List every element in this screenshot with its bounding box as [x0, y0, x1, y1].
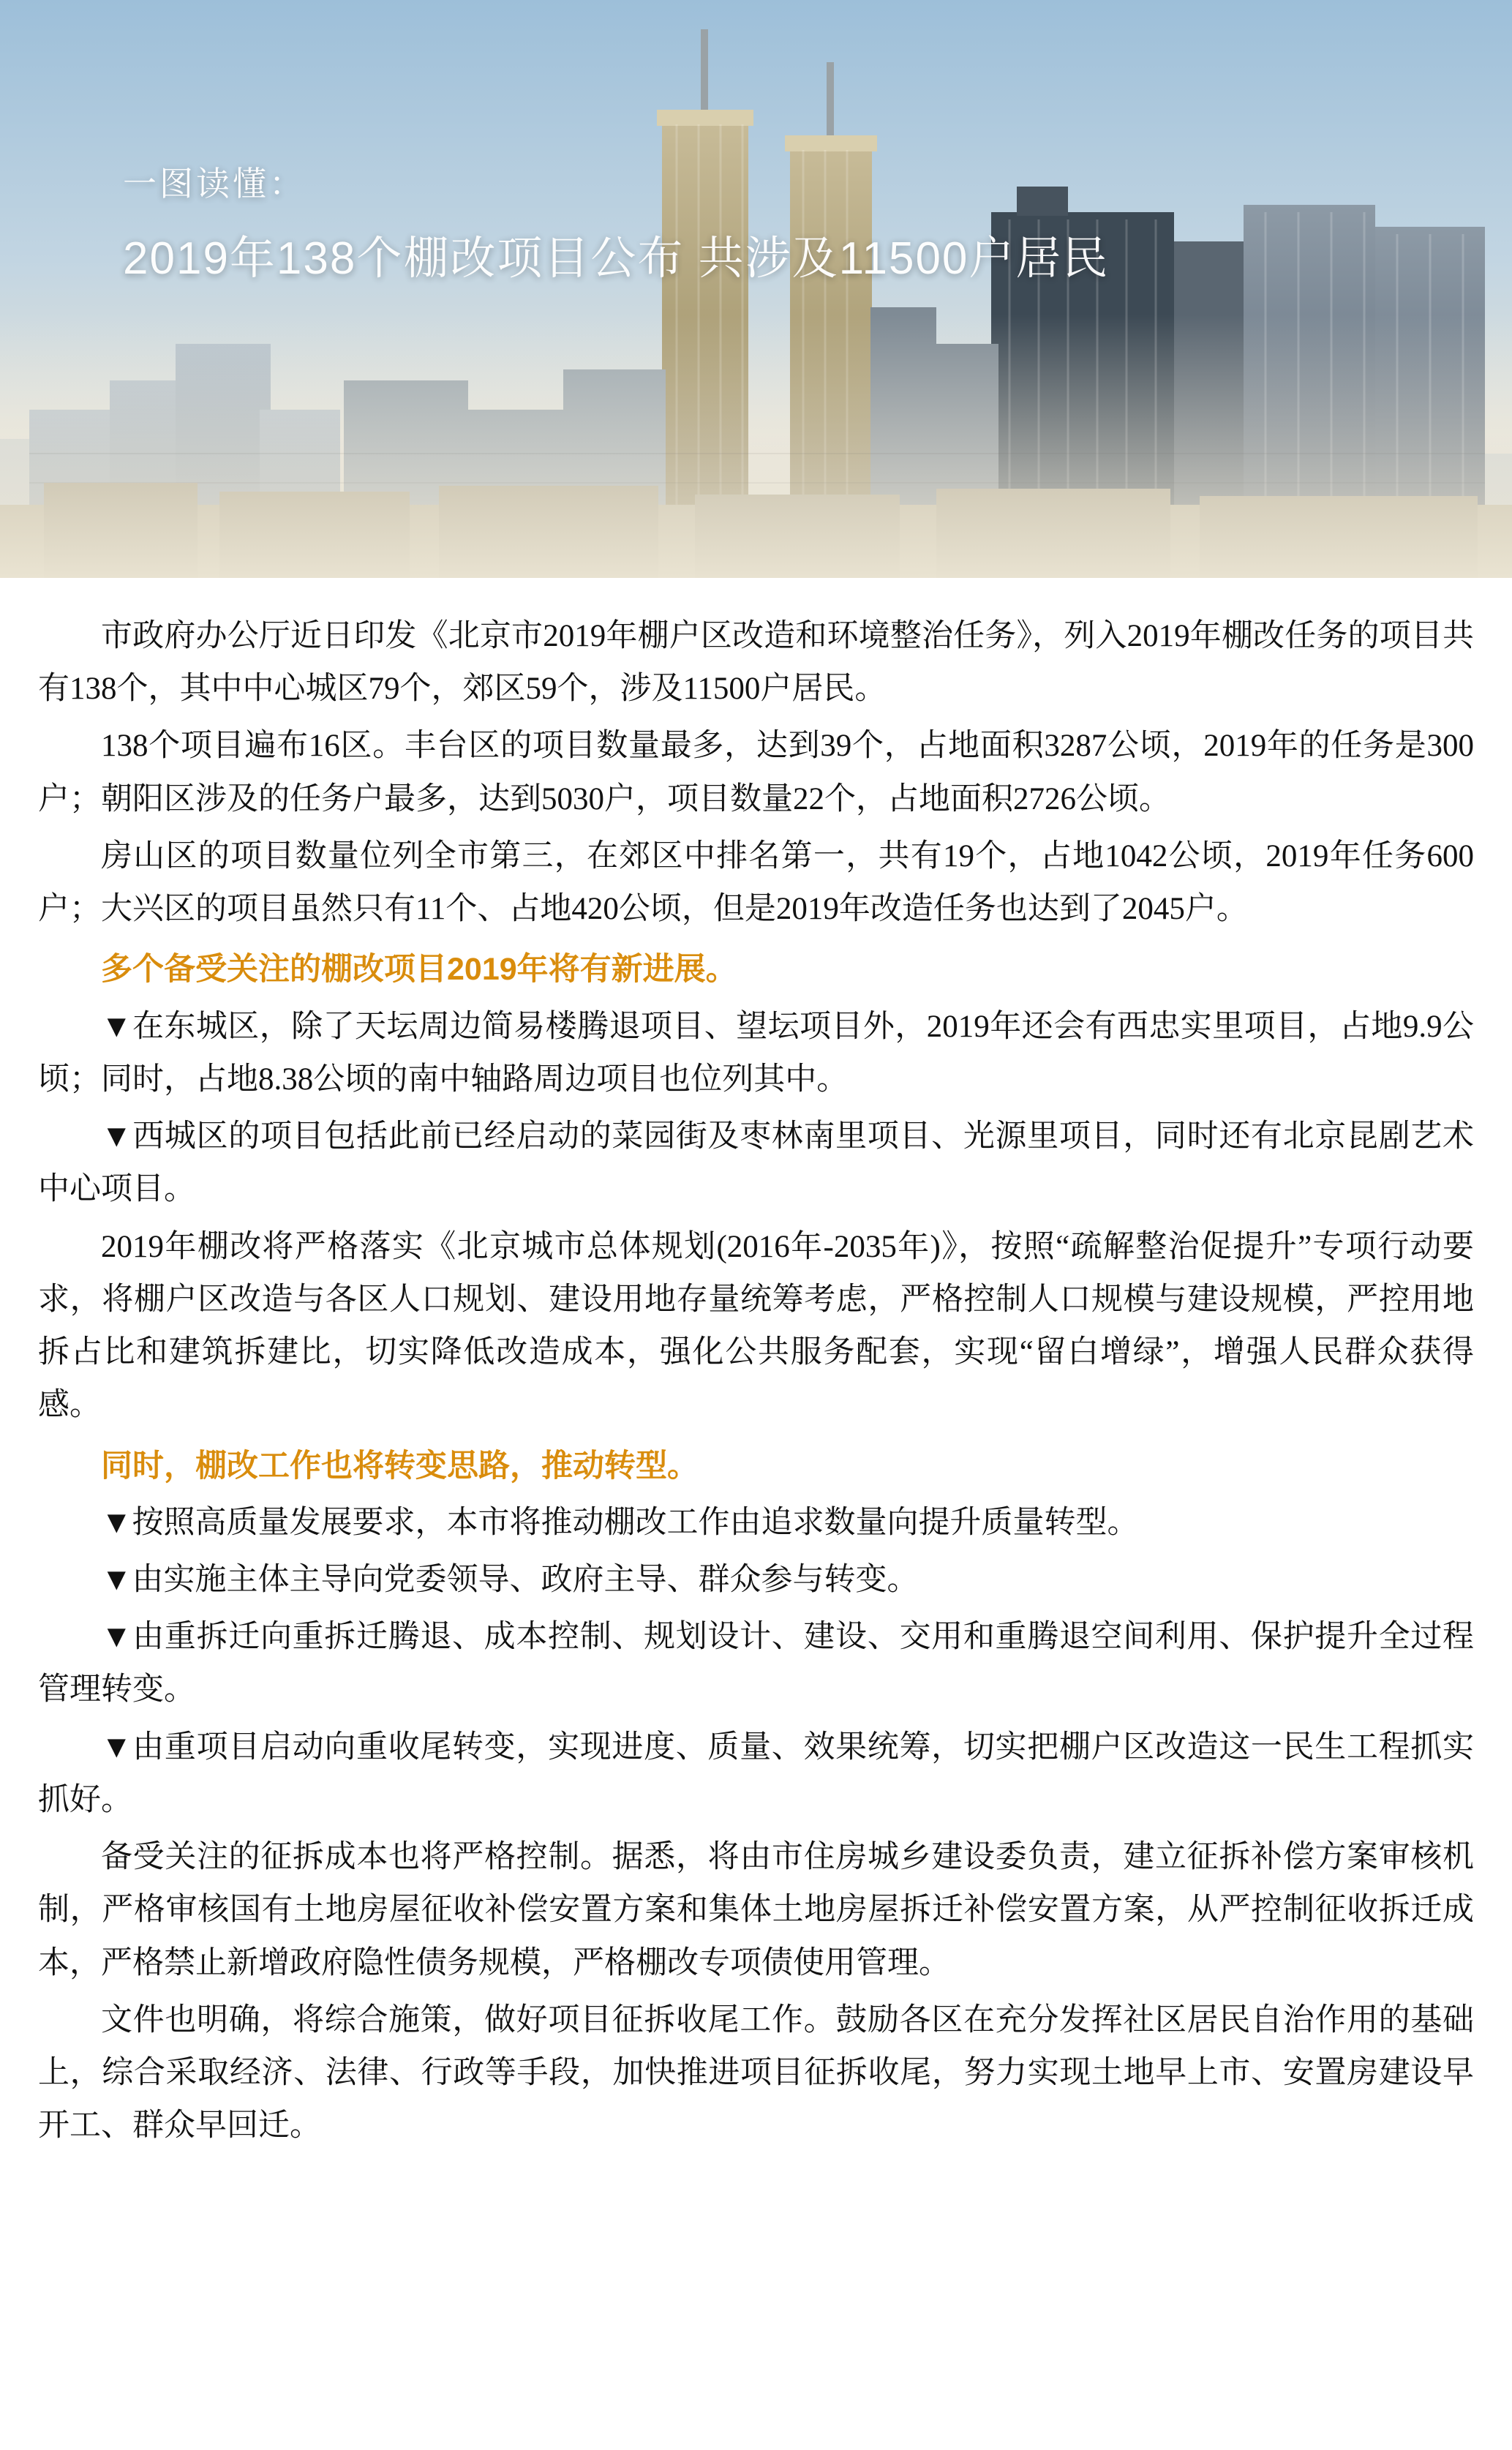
bullet-paragraph: ▼由重拆迁向重拆迁腾退、成本控制、规划设计、建设、交用和重腾退空间利用、保护提升全过程管理转变。 [38, 1620, 1474, 1707]
highlight-paragraph: 多个备受关注的棚改项目2019年将有新进展。 [101, 952, 737, 988]
hero-text-block [123, 157, 1109, 287]
bullet-paragraph: ▼按照高质量发展要求，本市将推动棚改工作由追求数量向提升质量转型。 [101, 1505, 1139, 1540]
paragraph: 市政府办公厅近日印发《北京市2019年棚户区改造和环境整治任务》，列入2019年棚改任务的项目共有138个，其中中心城区79个，郊区59个，涉及11500户居民。 [38, 619, 1474, 707]
skyline-illustration [0, 0, 1512, 578]
paragraph: 2019年棚改将严格落实《北京城市总体规划(2016年-2035年)》，按照“疏解整治促提升”专项行动要求，将棚户区改造与各区人口规划、建设用地存量统筹考虑，严格控制人口规模与建设规模，严控用地拆占比和建筑拆建比，切实降低改造成本，强化公共服务配套，实现“留白增绿”，增强人民群众获得感。 [38, 1229, 1474, 1423]
bullet-paragraph: ▼由实施主体主导向党委领导、政府主导、群众参与转变。 [101, 1562, 919, 1597]
page-title: 2019年138个棚改项目公布 共涉及11500户居民 [123, 233, 1110, 284]
bullet-paragraph: ▼西城区的项目包括此前已经启动的菜园街及枣林南里项目、光源里项目，同时还有北京昆剧艺术中心项目。 [38, 1119, 1474, 1207]
highlight-paragraph: 同时，棚改工作也将转变思路，推动转型。 [101, 1448, 699, 1484]
paragraph: 文件也明确，将综合施策，做好项目征拆收尾工作。鼓励各区在充分发挥社区居民自治作用的基础上，综合采取经济、法律、行政等手段，加快推进项目征拆收尾，努力实现土地早上市、安置房建设早开工、群众早回迁。 [38, 2002, 1474, 2143]
hero-eyebrow: 一图读懂： [123, 165, 306, 203]
article-body [0, 578, 1512, 2223]
paragraph: 138个项目遍布16区。丰台区的项目数量最多，达到39个，占地面积3287公顷，2019年的任务是300户；朝阳区涉及的任务户最多，达到5030户，项目数量22个，占地面积2726公顷。 [38, 729, 1474, 816]
bullet-paragraph: ▼由重项目启动向重收尾转变，实现进度、质量、效果统筹，切实把棚户区改造这一民生工程抓实抓好。 [38, 1729, 1474, 1817]
paragraph: 房山区的项目数量位列全市第三，在郊区中排名第一，共有19个，占地1042公顷，2019年任务600户；大兴区的项目虽然只有11个、占地420公顷，但是2019年改造任务也达到了2045户。 [38, 838, 1474, 927]
bullet-paragraph: ▼在东城区，除了天坛周边简易楼腾退项目、望坛项目外，2019年还会有西忠实里项目，占地9.9公顷；同时，占地8.38公顷的南中轴路周边项目也位列其中。 [38, 1009, 1474, 1097]
hero-banner [0, 0, 1512, 578]
paragraph: 备受关注的征拆成本也将严格控制。据悉，将由市住房城乡建设委负责，建立征拆补偿方案审核机制，严格审核国有土地房屋征收补偿安置方案和集体土地房屋拆迁补偿安置方案，从严控制征收拆迁成本，严格禁止新增政府隐性债务规模，严格棚改专项债使用管理。 [38, 1840, 1474, 1980]
